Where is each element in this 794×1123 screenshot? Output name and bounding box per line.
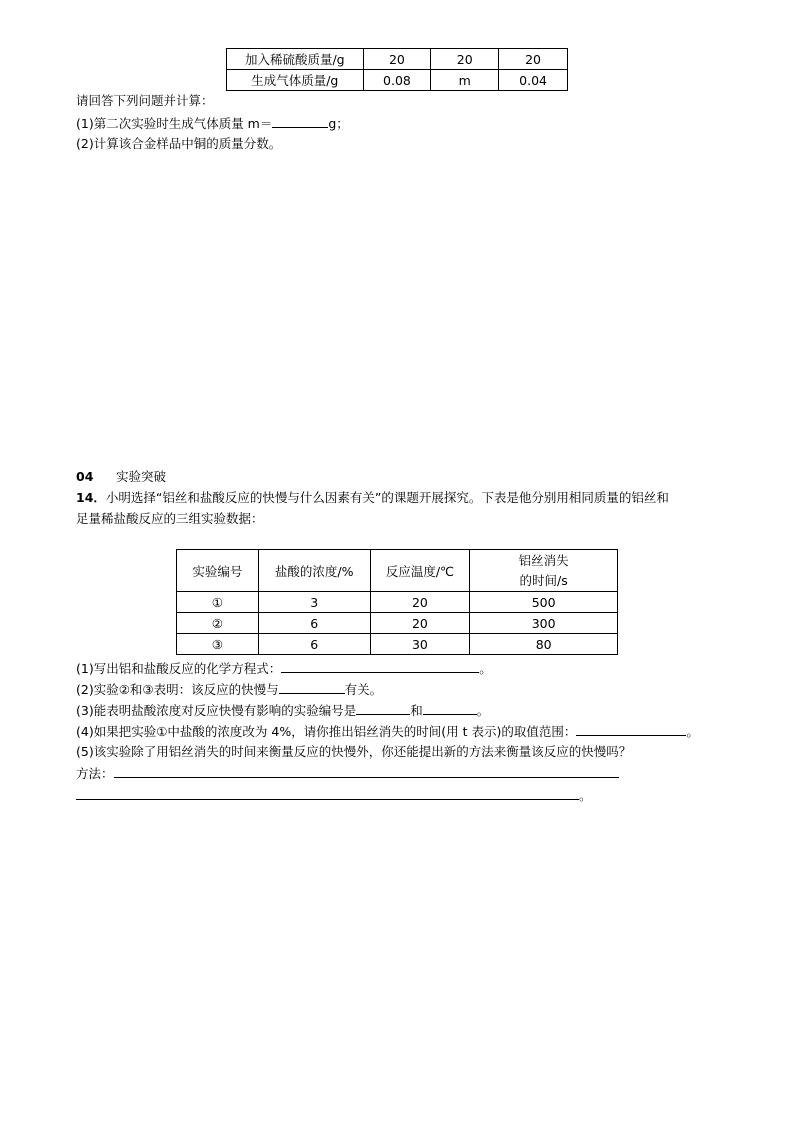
sub-question-2-text: (2)实验②和③表明：该反应的快慢与: [76, 682, 279, 697]
table-cell: ②: [177, 613, 259, 634]
q14-intro: [76, 488, 669, 508]
method-blank-2[interactable]: [76, 785, 579, 800]
question-1-text: (1)第二次实验时生成气体质量 m＝: [76, 116, 273, 131]
gas-mass-table: [226, 48, 568, 91]
table-cell: 500: [470, 592, 618, 613]
experiment-blank-b[interactable]: [423, 700, 477, 715]
time-range-blank[interactable]: [576, 721, 686, 736]
table-cell: 6: [258, 613, 370, 634]
sub-question-4-text: (4)如果把实验①中盐酸的浓度改为 4%，请你推出铝丝消失的时间(用 t 表示)的取值范围：: [76, 724, 577, 739]
conjunction: 和: [410, 703, 423, 718]
punctuation: 。: [476, 703, 490, 718]
table-cell: 3: [258, 592, 370, 613]
experiment-blank-a[interactable]: [356, 700, 410, 715]
column-header: 反应温度/℃: [370, 550, 470, 592]
experiment-table: [176, 549, 618, 655]
punctuation: 。: [479, 661, 492, 676]
q14-number: 14．: [76, 490, 106, 505]
table-cell: 20: [431, 49, 499, 70]
question-1: [76, 113, 349, 134]
method-label: 方法：: [76, 766, 114, 781]
sub-question-4: [76, 721, 699, 742]
column-header: 盐酸的浓度/%: [258, 550, 370, 592]
table-row: [227, 70, 568, 91]
table-cell: 300: [470, 613, 618, 634]
method-line-2: [76, 785, 592, 806]
table-cell: 20: [499, 49, 568, 70]
factor-blank[interactable]: [279, 679, 345, 694]
table-cell: 20: [370, 613, 470, 634]
table-cell: ①: [177, 592, 259, 613]
table-row: [227, 49, 568, 70]
answer-blank[interactable]: [272, 113, 328, 128]
table-row: [177, 613, 618, 634]
table-row: [177, 592, 618, 613]
row-label: 生成气体质量/g: [227, 70, 364, 91]
punctuation: 。: [579, 788, 592, 803]
table-header-row: [177, 550, 618, 592]
q14-intro-line1: 小明选择“铝丝和盐酸反应的快慢与什么因素有关”的课题开展探究。下表是他分别用相同质量的铝丝和: [105, 490, 669, 505]
table-cell: 20: [363, 49, 431, 70]
section-title: 实验突破: [116, 469, 167, 484]
punctuation: 。: [686, 724, 699, 739]
column-header: 实验编号: [177, 550, 259, 592]
column-header-line: 的时间/s: [519, 572, 568, 588]
table-cell: m: [431, 70, 499, 91]
question-1-unit: g；: [328, 116, 349, 131]
sub-question-2-end: 有关。: [344, 682, 383, 697]
table-cell: 30: [370, 634, 470, 655]
table-cell: 80: [470, 634, 618, 655]
table-row: [177, 634, 618, 655]
question-2: (2)计算该合金样品中铜的质量分数。: [76, 136, 282, 151]
method-blank[interactable]: [114, 763, 619, 778]
row-label: 加入稀硫酸质量/g: [227, 49, 364, 70]
column-header: [470, 550, 618, 592]
column-header-line: 铝丝消失: [518, 552, 569, 568]
section-number: 04: [76, 469, 94, 484]
sub-question-1: [76, 658, 492, 679]
method-line: [76, 763, 619, 784]
table-cell: 0.04: [499, 70, 568, 91]
sub-question-1-text: (1)写出铝和盐酸反应的化学方程式：: [76, 661, 282, 676]
sub-question-3: [76, 700, 489, 721]
question-prompt: 请回答下列问题并计算：: [76, 93, 214, 108]
sub-question-2: [76, 679, 382, 700]
table-cell: 0.08: [363, 70, 431, 91]
equation-blank[interactable]: [281, 658, 479, 673]
table-cell: ③: [177, 634, 259, 655]
q14-intro-line2: 足量稀盐酸反应的三组实验数据：: [76, 511, 264, 526]
table-cell: 20: [370, 592, 470, 613]
table-cell: 6: [258, 634, 370, 655]
sub-question-3-text: (3)能表明盐酸浓度对反应快慢有影响的实验编号是: [76, 703, 357, 718]
sub-question-5: (5)该实验除了用铝丝消失的时间来衡量反应的快慢外，你还能提出新的方法来衡量该反应的快慢吗？: [76, 744, 632, 759]
